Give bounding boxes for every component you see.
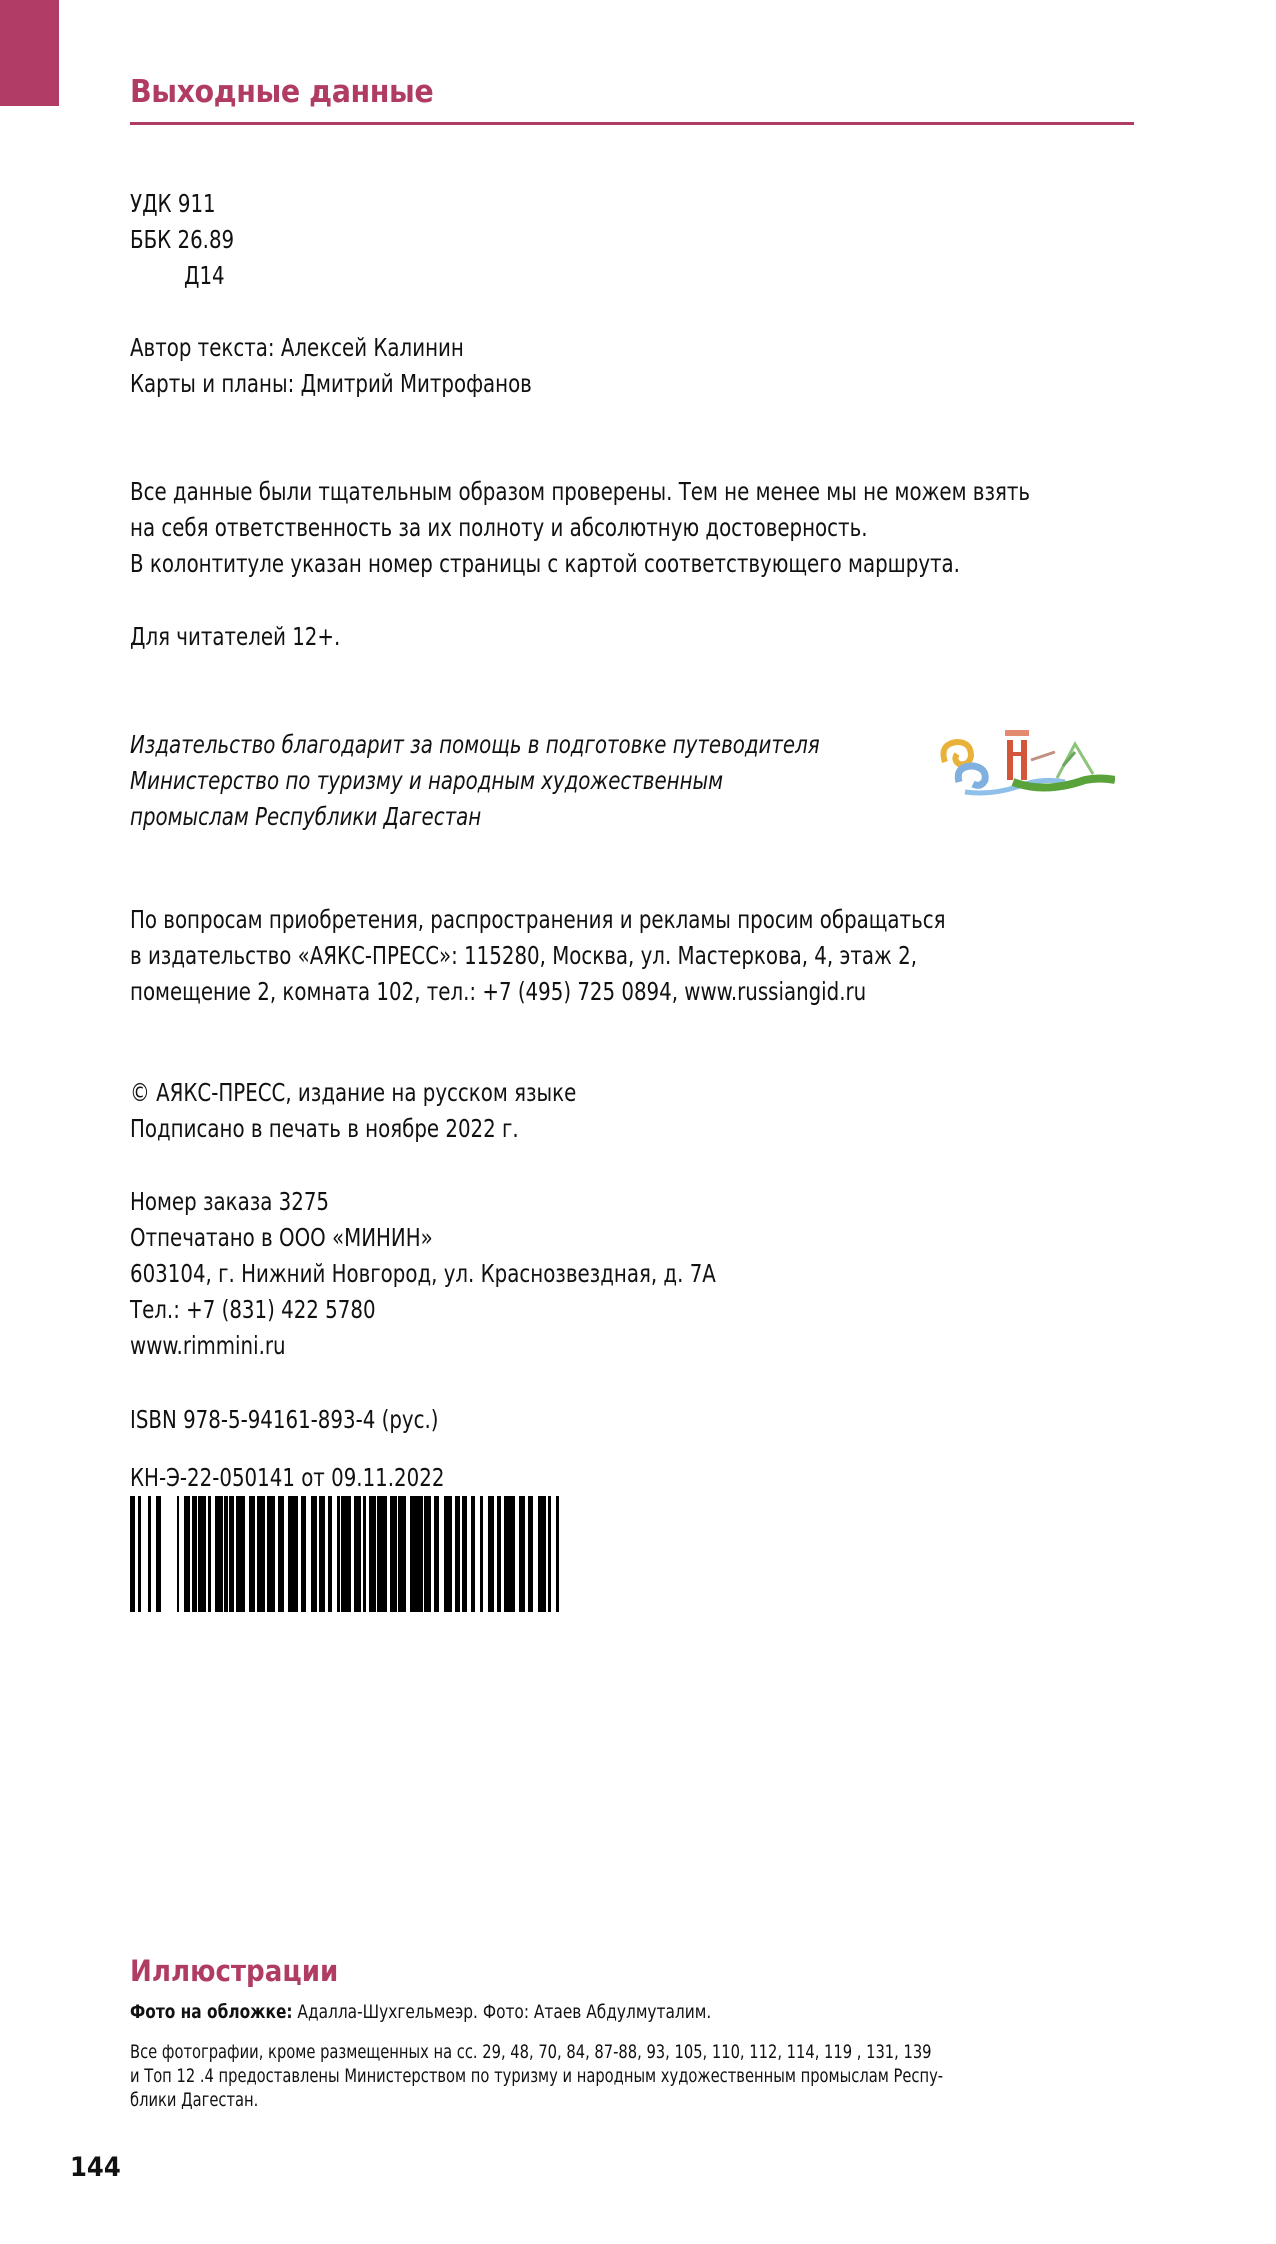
contacts-line: помещение 2, комната 102, тел.: +7 (495) 725 0894, www.russiangid.ru [130,977,867,1006]
author-mark: Д14 [184,261,225,290]
barcode-bar [267,1496,275,1612]
copyright-notice: © АЯКС-ПРЕСС, издание на русском языке [130,1078,577,1107]
barcode-bar [257,1496,265,1612]
barcode-bar [341,1496,351,1612]
contacts-line: в издательство «АЯКС-ПРЕСС»: 115280, Москва, ул. Мастеркова, 4, этаж 2, [130,941,917,970]
acknowledgement-line: Издательство благодарит за помощь в подготовке путеводителя [130,730,820,759]
barcode-bar [504,1496,515,1612]
disclaimer-line: Все данные были тщательным образом проверены. Тем не менее мы не можем взять [130,477,1031,506]
udk-code: УДК 911 [130,189,216,218]
age-rating: Для читателей 12+. [130,622,341,651]
dagestan-tourism-logo-icon [935,722,1115,804]
barcode-bar [444,1496,452,1612]
signed-to-print: Подписано в печать в ноябре 2022 г. [130,1114,519,1143]
illustrations-title: Иллюстрации [130,1954,339,1988]
barcode-bar [556,1496,559,1612]
barcode [130,1496,560,1612]
isbn: ISBN 978-5-94161-893-4 (рус.) [130,1405,439,1434]
barcode-bar [198,1496,206,1612]
text-author: Автор текста: Алексей Калинин [130,333,464,362]
book-chamber-number: КН-Э-22-050141 от 09.11.2022 [130,1463,445,1492]
photo-note-line: блики Дагестан. [130,2089,259,2111]
barcode-bar [236,1496,246,1612]
printer-website: www.rimmini.ru [130,1331,286,1360]
barcode-bar [538,1496,546,1612]
disclaimer-line: на себя ответственность за их полноту и абсолютную достоверность. [130,513,868,542]
photo-note-line: Все фотографии, кроме размещенных на сс. 29, 48, 70, 84, 87-88, 93, 105, 110, 112, 114, 119 , 131, 139 [130,2041,932,2063]
title-divider [130,122,1134,125]
page-number: 144 [70,2152,121,2183]
barcode-bar [215,1496,223,1612]
acknowledgement-line: промыслам Республики Дагестан [130,802,482,831]
order-number: Номер заказа 3275 [130,1187,330,1216]
page-title: Выходные данные [130,74,434,110]
cover-photo-credit [130,2000,711,2024]
barcode-space [161,1496,177,1612]
barcode-bar [288,1496,298,1612]
printer-address: 603104, г. Нижний Новгород, ул. Краснозвездная, д. 7А [130,1259,716,1288]
cover-photo-label: Фото на обложке: [130,2001,293,2023]
maps-author: Карты и планы: Дмитрий Митрофанов [130,369,532,398]
bbk-code: ББК 26.89 [130,225,235,254]
printer-name: Отпечатано в ООО «МИНИН» [130,1223,433,1252]
printer-phone: Тел.: +7 (831) 422 5780 [130,1295,376,1324]
corner-color-block [0,0,59,106]
acknowledgement-line: Министерство по туризму и народным художественным [130,766,724,795]
photo-note-line: и Топ 12 .4 предоставлены Министерством по туризму и народным художественным промыслам Респу- [130,2065,944,2087]
disclaimer-line: В колонтитуле указан номер страницы с картой соответствующего маршрута. [130,549,960,578]
barcode-bar [410,1496,423,1612]
barcode-bar [398,1496,406,1612]
barcode-bar [377,1496,387,1612]
contacts-line: По вопросам приобретения, распространения и рекламы просим обращаться [130,905,946,934]
cover-photo-text: Адалла-Шухгельмеэр. Фото: Атаев Абдулмуталим. [292,2001,712,2023]
